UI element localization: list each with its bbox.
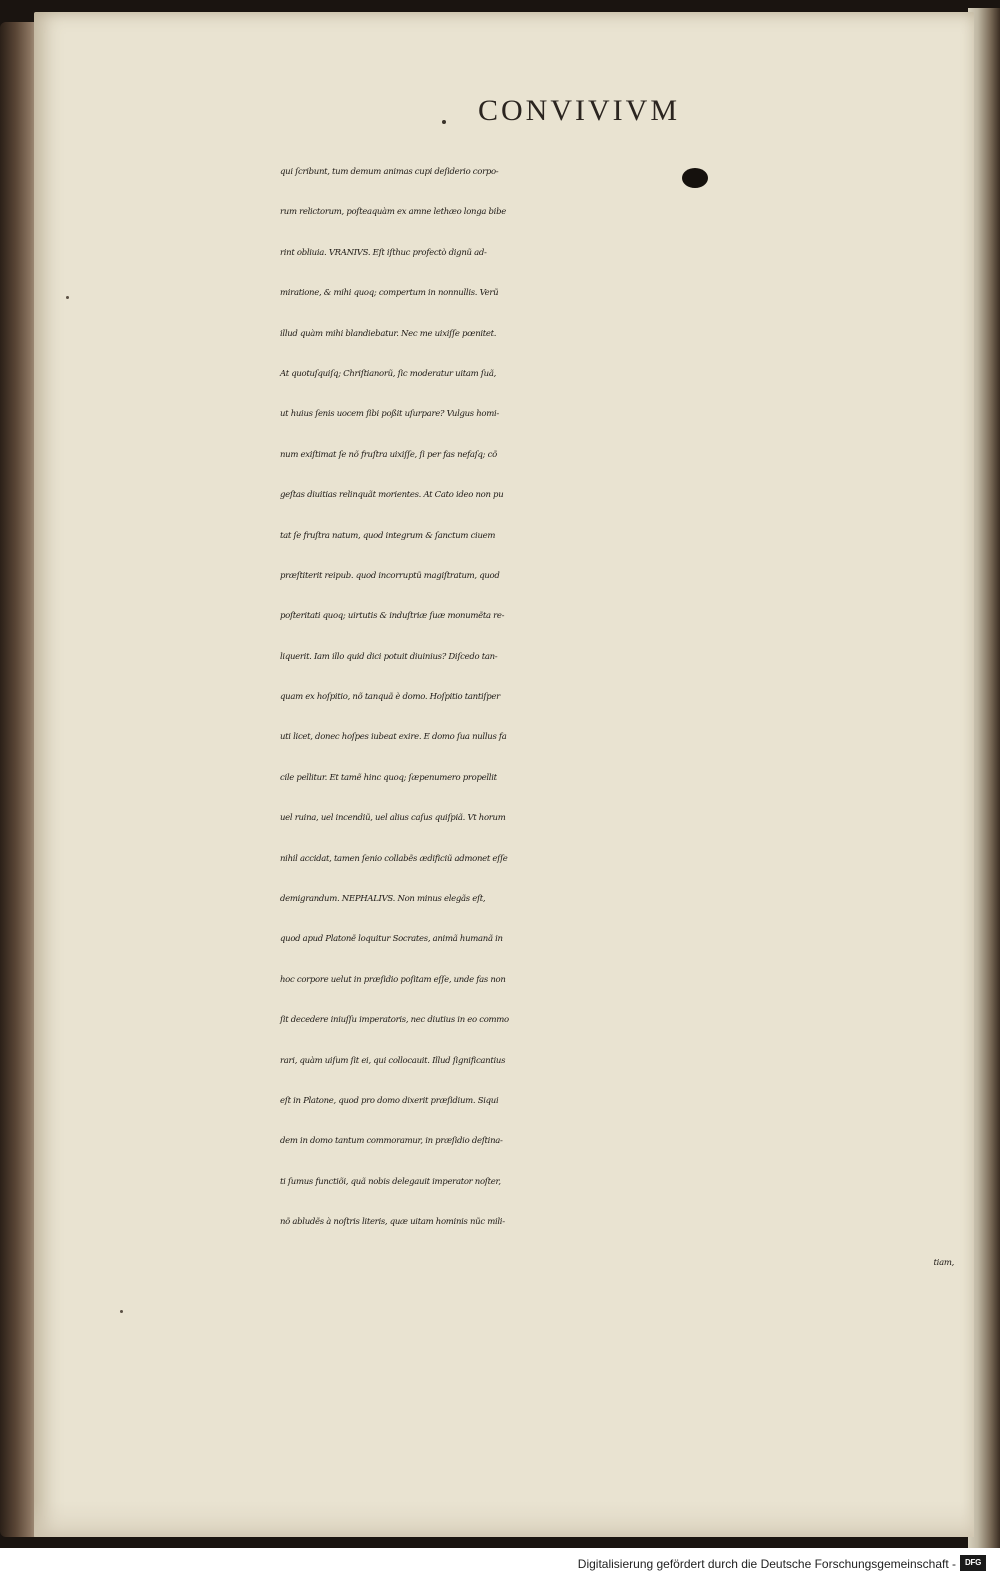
text-line: tat ſe fruſtra natum, quod integrum & ſanctum ciuem xyxy=(280,530,496,541)
text-line: uti licet, donec hoſpes iubeat exire. E domo ſua nullus fa xyxy=(280,732,507,743)
text-line: At quotuſquiſq; Chriſtianorũ, ſic moderatur uitam ſuã, xyxy=(280,368,496,379)
text-line: nihil accidat, tamen ſenio collabẽs ædificiũ admonet eſſe xyxy=(280,853,508,864)
ink-dot xyxy=(442,120,446,124)
text-line: rari, quàm uiſum ſit ei, qui collocauit. Illud ſignificantius xyxy=(280,1055,506,1066)
text-line: ut huius ſenis uocem ſibi poßit uſurpare? Vulgus homi- xyxy=(280,409,500,420)
text-line: ſit decedere iniuſſu imperatoris, nec diutius in eo commo xyxy=(280,1015,509,1026)
text-line: liquerit. Iam illo quid dici potuit diuinius? Diſcedo tan- xyxy=(280,651,498,662)
text-line: num exiſtimat ſe nõ fruſtra uixiſſe, ſi per fas nefaſq; cõ xyxy=(280,449,497,460)
text-line: uel ruina, uel incendiũ, uel alius caſus quiſpiã. Vt horum xyxy=(280,813,506,824)
paper-speck xyxy=(66,296,69,299)
text-line: hoc corpore uelut in præſidio poſitam eſſe, unde fas non xyxy=(280,974,506,985)
text-line: geſtas diuitias relinquãt morientes. At Cato ideo non pu xyxy=(280,490,504,501)
text-line: eſt in Platone, quod pro domo dixerit præſidium. Siqui xyxy=(280,1095,499,1106)
dfg-logo: DFG xyxy=(960,1555,986,1571)
text-line: quod apud Platonẽ loquitur Socrates, animã humanã in xyxy=(280,934,503,945)
text-line: ti ſumus functiõi, quã nobis delegauit imperator noſter, xyxy=(280,1176,501,1187)
catchword: tiam, xyxy=(933,1257,954,1268)
text-line: qui ſcribunt, tum demum animas cupi deſiderio corpo- xyxy=(280,167,499,177)
text-line: illud quàm mihi blandiebatur. Nec me uixiſſe pœnitet. xyxy=(280,328,497,339)
text-line: cile pellitur. Et tamẽ hinc quoq; ſæpenumero propellit xyxy=(280,772,497,783)
text-line: rint obliuia. VRANIVS. Eſt iſthuc profectò dignũ ad- xyxy=(280,247,487,258)
text-line: nõ abludẽs à noſtris literis, quæ uitam hominis nũc mili- xyxy=(280,1217,505,1228)
text-line: præſtiterit reipub. quod incorruptũ magiſtratum, quod xyxy=(280,570,500,581)
running-head: CONVIVIVM xyxy=(478,94,680,127)
footer-credit: Digitalisierung gefördert durch die Deutsche Forschungsgemeinschaft - xyxy=(577,1557,956,1571)
text-line: demigrandum. NEPHALIVS. Non minus elegãs eſt, xyxy=(280,894,486,905)
text-line: quam ex hoſpitio, nõ tanquã è domo. Hoſpitio tantiſper xyxy=(280,692,500,703)
footer-bar xyxy=(0,1548,1000,1579)
ink-blot xyxy=(682,168,708,188)
text-line: dem in domo tantum commoramur, in præſidio deſtina- xyxy=(280,1136,503,1147)
text-line: miratione, & mihi quoq; compertum in nonnullis. Verũ xyxy=(280,288,499,299)
text-line: poſteritati quoq; uirtutis & induſtriæ ſuæ monumẽta re- xyxy=(280,611,505,622)
text-block xyxy=(280,152,960,1283)
paper-speck xyxy=(120,1310,123,1313)
text-line: rum relictorum, poſteaquàm ex amne lethæo longa bibe xyxy=(280,207,506,218)
